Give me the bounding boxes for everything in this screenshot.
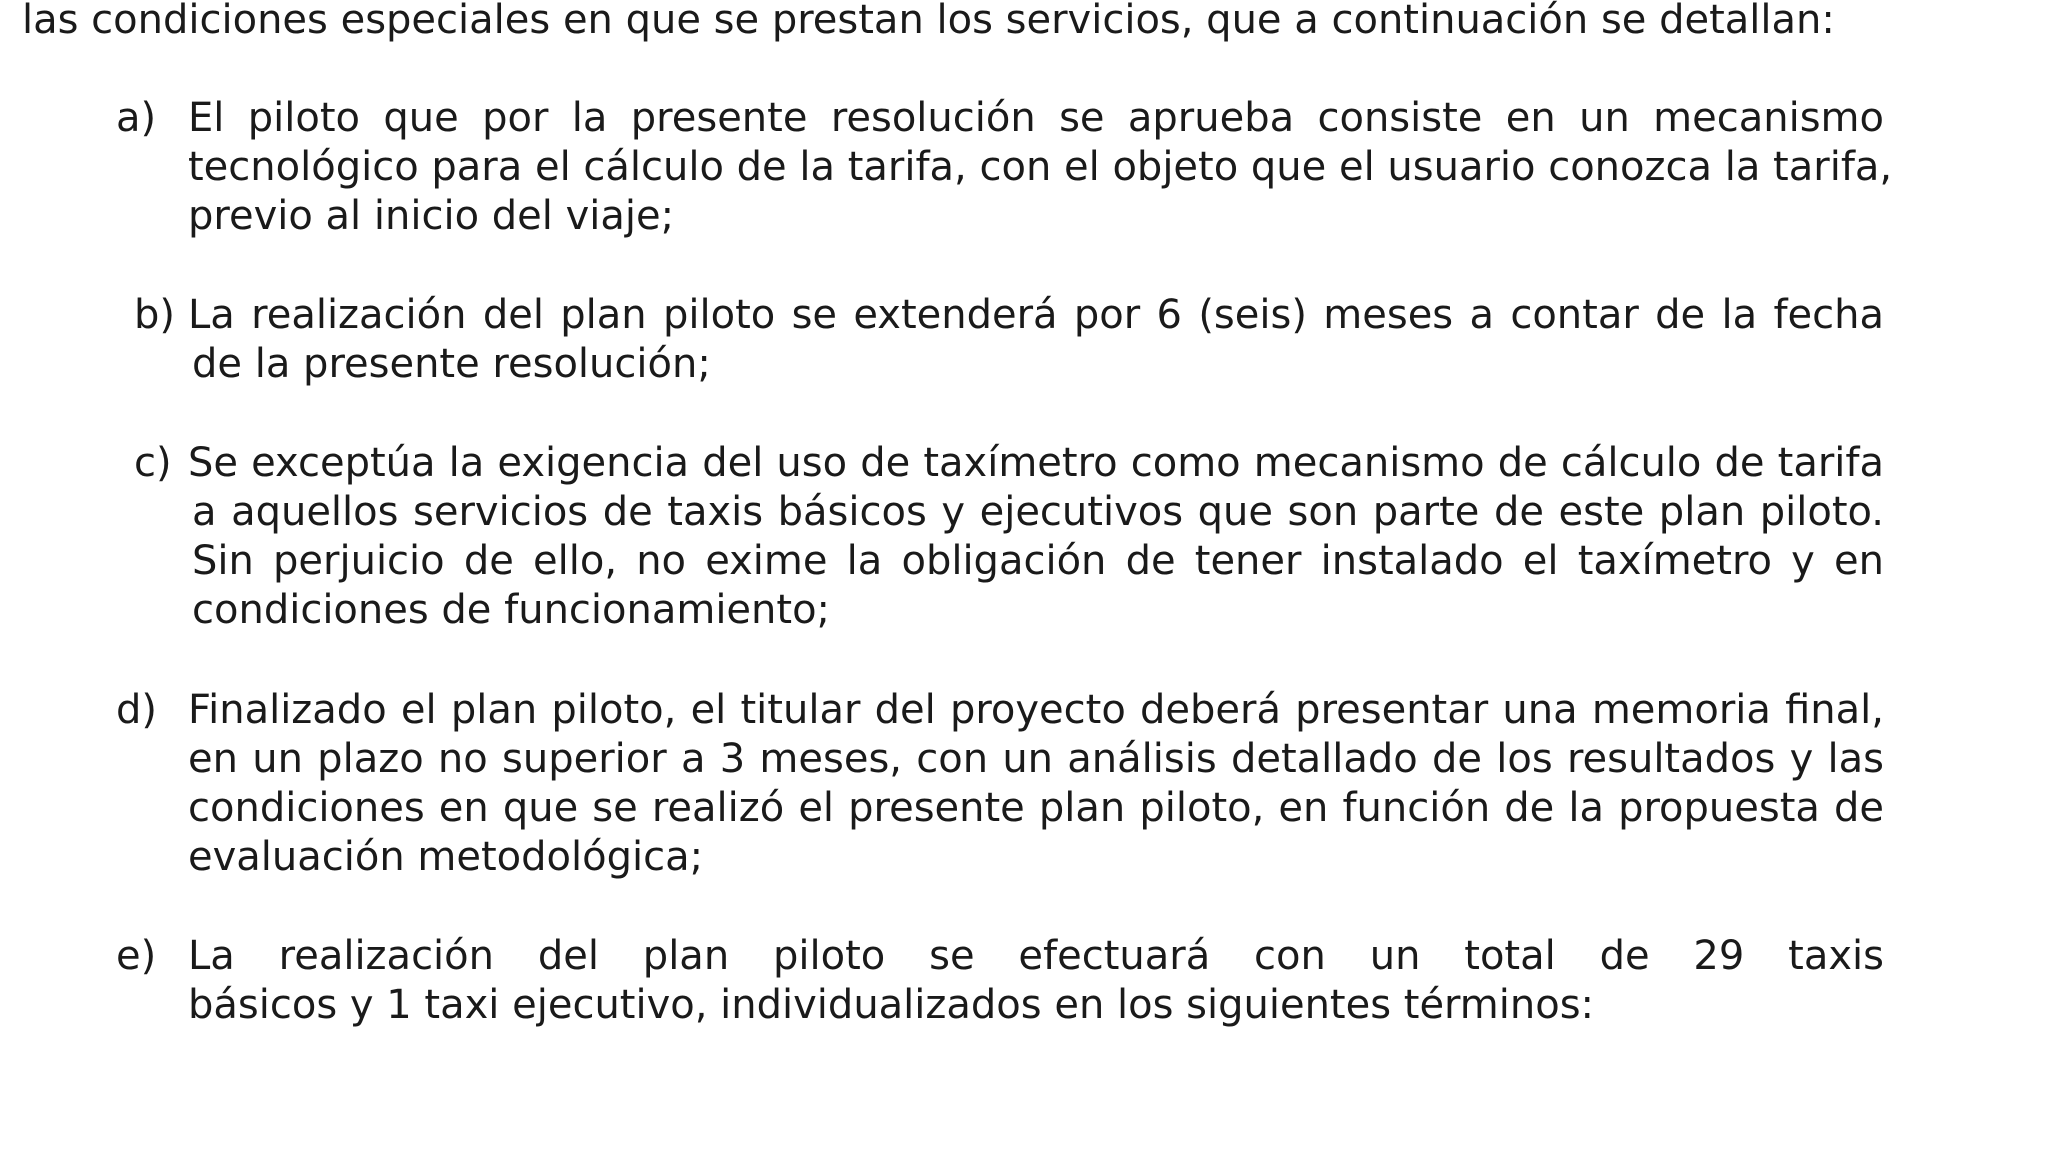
item-b-line-1: La realización del plan piloto se extenderá por 6 (seis) meses a contar de la fecha	[188, 292, 1884, 338]
item-d-line-1: Finalizado el plan piloto, el titular del proyecto deberá presentar una memoria final,	[188, 687, 1884, 733]
item-c-line-2: a aquellos servicios de taxis básicos y ejecutivos que son parte de este plan piloto.	[192, 489, 1884, 535]
item-c-line-1: Se exceptúa la exigencia del uso de taxímetro como mecanismo de cálculo de tarifa	[188, 440, 1884, 486]
item-a-marker: a)	[116, 95, 157, 141]
item-b-marker: b)	[134, 292, 175, 338]
item-a-line-2: tecnológico para el cálculo de la tarifa, con el objeto que el usuario conozca la tarifa,	[188, 144, 1893, 190]
item-d-marker: d)	[116, 687, 157, 733]
item-a-line-3: previo al inicio del viaje;	[188, 193, 675, 239]
item-e-line-2: básicos y 1 taxi ejecutivo, individualizados en los siguientes términos:	[188, 982, 1595, 1028]
item-d-line-4: evaluación metodológica;	[188, 834, 704, 880]
item-d-line-3: condiciones en que se realizó el presente plan piloto, en función de la propuesta de	[188, 785, 1884, 831]
item-e-line-1: La realización del plan piloto se efectuará con un total de 29 taxis	[188, 933, 1884, 979]
item-e-marker: e)	[116, 933, 157, 979]
item-b-line-2: de la presente resolución;	[192, 341, 711, 387]
item-d-line-2: en un plazo no superior a 3 meses, con un análisis detallado de los resultados y las	[188, 736, 1884, 782]
item-c-marker: c)	[134, 440, 172, 486]
item-a-line-1: El piloto que por la presente resolución se aprueba consiste en un mecanismo	[188, 95, 1884, 141]
intro-paragraph: las condiciones especiales en que se prestan los servicios, que a continuación se detallan:	[22, 0, 1835, 43]
item-c-line-4: condiciones de funcionamiento;	[192, 587, 831, 633]
item-c-line-3: Sin perjuicio de ello, no exime la obligación de tener instalado el taxímetro y en	[192, 538, 1884, 584]
